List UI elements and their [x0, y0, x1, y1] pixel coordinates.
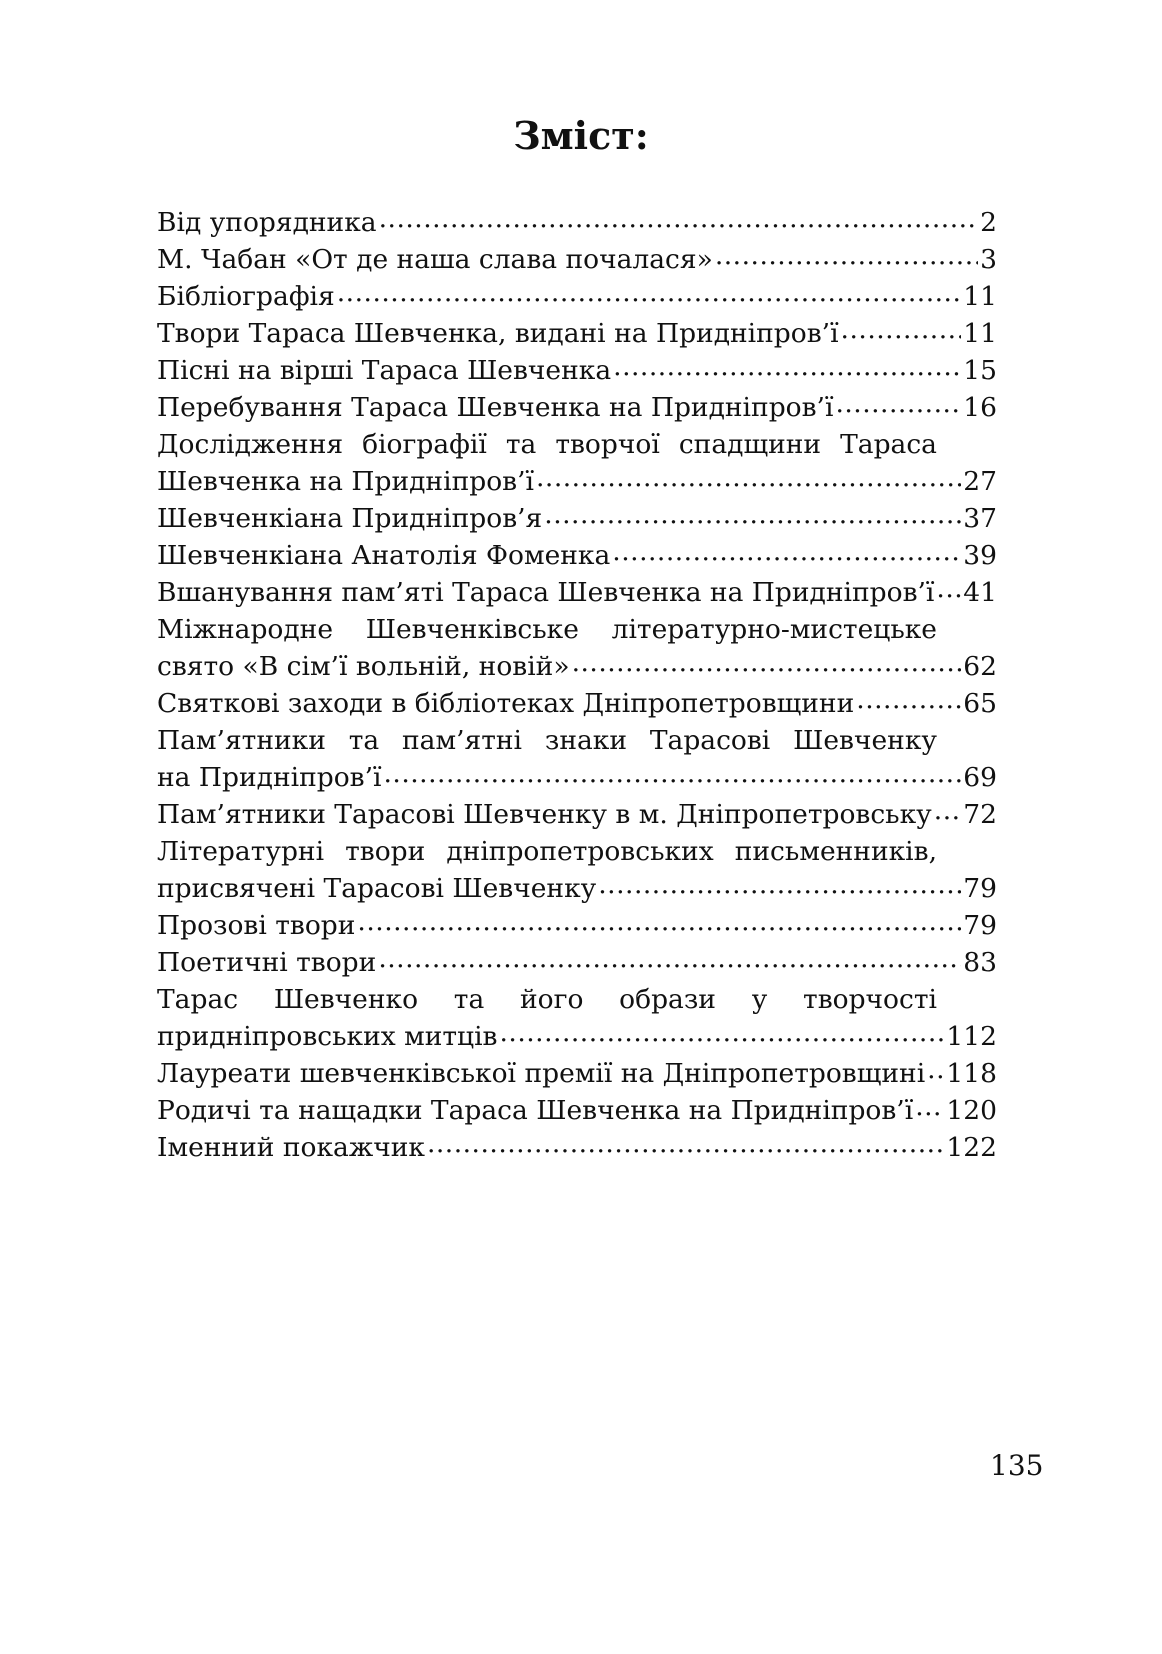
toc-entry	[157, 352, 997, 389]
toc-entry	[157, 907, 997, 944]
toc-entry-page: 41	[963, 577, 997, 608]
dot-leader	[613, 353, 961, 380]
toc-entry-line: Міжнародне Шевченківське літературно-мистецьке	[157, 614, 937, 645]
dot-leader	[856, 686, 961, 713]
toc-entry-row	[157, 1092, 997, 1129]
toc-entry-row	[157, 685, 997, 722]
toc-entry-row	[157, 648, 997, 685]
toc-entry-line: Тарас Шевченко та його образи у творчості	[157, 984, 937, 1015]
toc-entry	[157, 204, 997, 241]
toc-entry-line: Літературні твори дніпропетровських письменників,	[157, 836, 937, 867]
toc-entry-page: 65	[963, 688, 997, 719]
page-number: 135	[990, 1449, 1044, 1482]
toc-entry-title: Твори Тараса Шевченка, видані на Придніпров’ї	[157, 318, 839, 349]
toc-entry-title: Шевченкіана Анатолія Фоменка	[157, 540, 611, 571]
dot-leader	[598, 871, 961, 898]
dot-leader	[544, 501, 961, 528]
toc-entry	[157, 796, 997, 833]
dot-leader	[337, 279, 962, 306]
dot-leader	[572, 649, 962, 676]
toc-entry	[157, 315, 997, 352]
toc-entry-title: присвячені Тарасові Шевченку	[157, 873, 597, 904]
toc-entry-page: 15	[963, 355, 997, 386]
toc-entry	[157, 389, 997, 426]
toc-entry-title: М. Чабан «От де наша слава почалася»	[157, 244, 713, 275]
toc-entry-row	[157, 944, 997, 981]
toc-entry-row	[157, 389, 997, 426]
toc-entry-row	[157, 1055, 997, 1092]
toc-entry-row	[157, 463, 997, 500]
toc-entry-line: Дослідження біографії та творчої спадщини Тараса	[157, 429, 937, 460]
toc-entry-row	[157, 241, 997, 278]
toc-entry	[157, 685, 997, 722]
toc-entry-title: Пам’ятники Тарасові Шевченку в м. Дніпропетровську	[157, 799, 932, 830]
toc-entry-title: Бібліографія	[157, 281, 335, 312]
toc-entry-row	[157, 796, 997, 833]
toc-entry-title: свято «В сім’ї вольній, новій»	[157, 651, 570, 682]
toc-entry-page: 2	[980, 207, 997, 238]
toc-entry-title: Перебування Тараса Шевченка на Придніпров’ї	[157, 392, 834, 423]
toc-entry	[157, 1129, 997, 1166]
toc-entry-title: Від упорядника	[157, 207, 377, 238]
dot-leader	[936, 575, 961, 602]
toc-entry-row	[157, 352, 997, 389]
dot-leader	[536, 464, 961, 491]
toc-entry-row	[157, 1129, 997, 1166]
toc-entry-page: 112	[946, 1021, 997, 1052]
page-title: Зміст:	[513, 113, 649, 158]
toc-entry-page: 27	[963, 466, 997, 497]
toc-entry-page: 16	[963, 392, 997, 423]
toc-entry-row	[157, 759, 997, 796]
dot-leader	[927, 1056, 944, 1083]
toc-entry-title: на Придніпров’ї	[157, 762, 382, 793]
toc-entry-row	[157, 278, 997, 315]
toc-entry-page: 120	[946, 1095, 997, 1126]
toc-entry-title: Поетичні твори	[157, 947, 377, 978]
dot-leader	[612, 538, 961, 565]
toc-entry-title: Родичі та нащадки Тараса Шевченка на Придніпров’ї	[157, 1095, 914, 1126]
toc-entry-page: 69	[963, 762, 997, 793]
toc-entry	[157, 722, 997, 796]
toc-entry-page: 62	[963, 651, 997, 682]
toc-entry-page: 11	[963, 281, 997, 312]
toc-entry-page: 118	[946, 1058, 997, 1089]
toc-entry-title: Шевченка на Придніпров’ї	[157, 466, 534, 497]
toc-entry-title: Лауреати шевченківської премії на Дніпропетровщині	[157, 1058, 926, 1089]
toc-entry-page: 83	[963, 947, 997, 978]
dot-leader	[934, 797, 962, 824]
toc-entry-row	[157, 204, 997, 241]
toc-entry	[157, 426, 997, 500]
toc-entry-row	[157, 574, 997, 611]
toc-entry-row	[157, 315, 997, 352]
toc-entry	[157, 611, 997, 685]
toc-entry-title: Пісні на вірші Тараса Шевченка	[157, 355, 612, 386]
toc-entry-title: придніпровських митців	[157, 1021, 498, 1052]
toc-entry	[157, 1055, 997, 1092]
toc-entry-page: 122	[946, 1132, 997, 1163]
dot-leader	[427, 1130, 944, 1157]
toc-entry	[157, 241, 997, 278]
toc-entry-page: 79	[963, 873, 997, 904]
toc-entry-page: 79	[963, 910, 997, 941]
toc-entry-page: 39	[963, 540, 997, 571]
toc-entry-page: 72	[963, 799, 997, 830]
toc-entry	[157, 278, 997, 315]
toc-entry	[157, 981, 997, 1055]
dot-leader	[383, 760, 961, 787]
toc-entry-page: 3	[980, 244, 997, 275]
toc-entry-row	[157, 870, 997, 907]
dot-leader	[715, 242, 978, 269]
toc-entry-title: Святкові заходи в бібліотеках Дніпропетровщини	[157, 688, 855, 719]
table-of-contents	[157, 204, 997, 1166]
toc-entry-page: 11	[963, 318, 997, 349]
toc-entry	[157, 574, 997, 611]
dot-leader	[835, 390, 961, 417]
toc-entry-row	[157, 537, 997, 574]
dot-leader	[499, 1019, 944, 1046]
toc-entry-title: Вшанування пам’яті Тараса Шевченка на Придніпров’ї	[157, 577, 935, 608]
toc-entry-page: 37	[963, 503, 997, 534]
toc-entry-title: Прозові твори	[157, 910, 356, 941]
toc-entry-title: Іменний покажчик	[157, 1132, 425, 1163]
toc-entry	[157, 537, 997, 574]
toc-entry-row	[157, 1018, 997, 1055]
toc-entry	[157, 944, 997, 981]
dot-leader	[915, 1093, 944, 1120]
dot-leader	[841, 316, 962, 343]
toc-entry-row	[157, 907, 997, 944]
toc-entry	[157, 833, 997, 907]
dot-leader	[379, 205, 979, 232]
toc-entry	[157, 1092, 997, 1129]
toc-entry	[157, 500, 997, 537]
toc-entry-title: Шевченкіана Придніпров’я	[157, 503, 543, 534]
toc-entry-row	[157, 500, 997, 537]
toc-entry-line: Пам’ятники та пам’ятні знаки Тарасові Шевченку	[157, 725, 937, 756]
dot-leader	[357, 908, 961, 935]
dot-leader	[378, 945, 961, 972]
